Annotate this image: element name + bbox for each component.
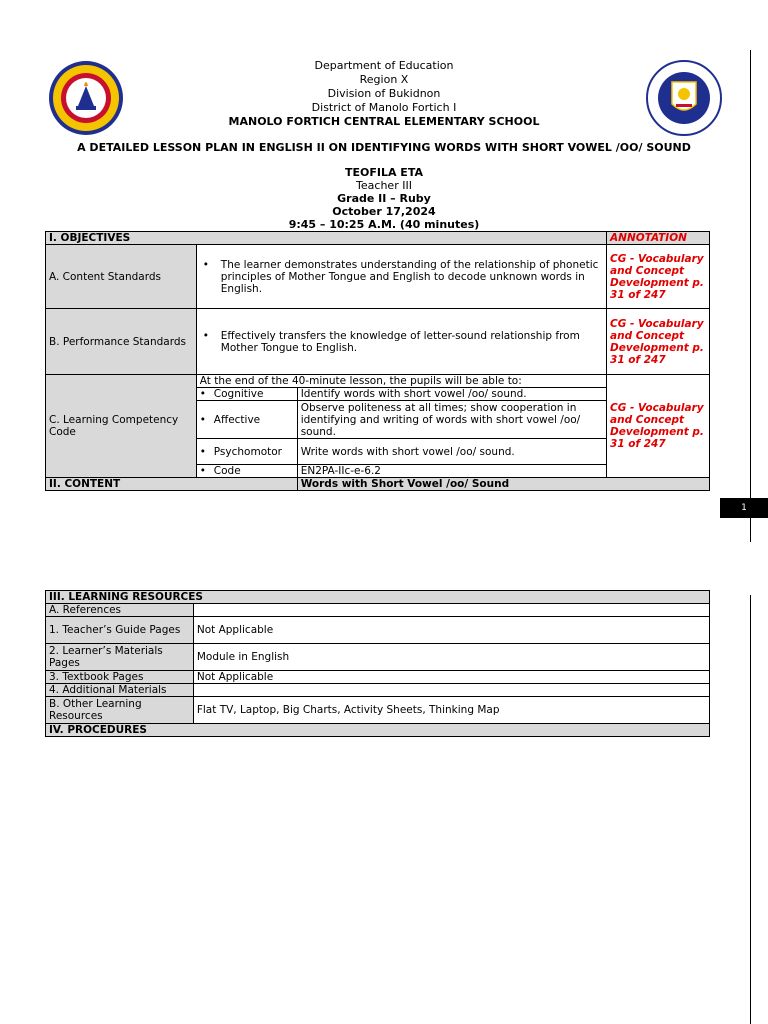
additional-materials-label: 4. Additional Materials [46, 684, 194, 697]
teachers-guide-label: 1. Teacher’s Guide Pages [46, 617, 194, 644]
content-standards-label: A. Content Standards [46, 245, 197, 309]
textbook-pages-value: Not Applicable [193, 671, 709, 684]
header-department: Department of Education [314, 59, 454, 72]
competency-affective-label: • Affective [196, 401, 297, 439]
competency-code-label: • Code [196, 465, 297, 478]
other-resources-label: B. Other Learning Resources [46, 697, 194, 724]
lesson-date: October 17,2024 [332, 205, 436, 218]
objectives-heading: I. OBJECTIVES [46, 232, 607, 245]
content-standards-text: The learner demonstrates understanding of the relationship of phonetic principles of Mother Tongue and English to decode unknown words in English. [220, 258, 599, 295]
performance-standards-annotation: CG - Vocabulary and Concept Development p. 31 of 247 [607, 309, 710, 375]
additional-materials-value [193, 684, 709, 697]
objectives-table [45, 231, 710, 491]
content-heading: II. CONTENT [46, 478, 298, 491]
competency-cognitive-text: Identify words with short vowel /oo/ sound. [297, 388, 606, 401]
page-number-badge: 1 [720, 498, 768, 518]
teachers-guide-value: Not Applicable [193, 617, 709, 644]
procedures-heading: IV. PROCEDURES [46, 724, 710, 737]
textbook-pages-label: 3. Textbook Pages [46, 671, 194, 684]
learners-materials-value: Module in English [193, 644, 709, 671]
header-region: Region X [359, 73, 409, 86]
competency-cognitive-label: • Cognitive [196, 388, 297, 401]
lesson-title: A DETAILED LESSON PLAN IN ENGLISH II ON IDENTIFYING WORDS WITH SHORT VOWEL /OO/ SOUND [77, 141, 691, 154]
competency-psychomotor-label: • Psychomotor [196, 439, 297, 465]
performance-standards-text: Effectively transfers the knowledge of letter-sound relationship from Mother Tongue to English. [220, 329, 580, 354]
content-standards-cell: • The learner demonstrates understanding of the relationship of phonetic principles of Mother Tongue and English to decode unknown words in English. [196, 245, 606, 309]
other-resources-value: Flat TV, Laptop, Big Charts, Activity Sheets, Thinking Map [193, 697, 709, 724]
content-value: Words with Short Vowel /oo/ Sound [297, 478, 709, 491]
header-district: District of Manolo Fortich I [311, 101, 457, 114]
competency-affective-text: Observe politeness at all times; show cooperation in identifying and writing of words with short vowel /oo/ sound. [297, 401, 606, 439]
header-school: MANOLO FORTICH CENTRAL ELEMENTARY SCHOOL [228, 115, 540, 128]
performance-standards-cell: • Effectively transfers the knowledge of letter-sound relationship from Mother Tongue to English. [196, 309, 606, 375]
references-label: A. References [46, 604, 194, 617]
references-value [193, 604, 709, 617]
page-edge-bottom [750, 595, 751, 1024]
teacher-name: TEOFILA ETA [344, 166, 423, 179]
resources-table [45, 590, 710, 737]
teacher-position: Teacher III [356, 179, 412, 192]
competency-label: C. Learning Competency Code [46, 375, 197, 478]
competency-intro: At the end of the 40-minute lesson, the pupils will be able to: [196, 375, 606, 388]
competency-annotation: CG - Vocabulary and Concept Development p. 31 of 247 [607, 375, 710, 478]
learners-materials-label: 2. Learner’s Materials Pages [46, 644, 194, 671]
competency-code-text: EN2PA-IIc-e-6.2 [297, 465, 606, 478]
performance-standards-label: B. Performance Standards [46, 309, 197, 375]
resources-heading: III. LEARNING RESOURCES [46, 591, 710, 604]
content-standards-annotation: CG - Vocabulary and Concept Development p. 31 of 247 [607, 245, 710, 309]
grade-section: Grade II – Ruby [337, 192, 431, 205]
competency-psychomotor-text: Write words with short vowel /oo/ sound. [297, 439, 606, 465]
header-division: Division of Bukidnon [327, 87, 441, 100]
annotation-heading: ANNOTATION [607, 232, 710, 245]
lesson-time: 9:45 – 10:25 A.M. (40 minutes) [288, 218, 480, 231]
